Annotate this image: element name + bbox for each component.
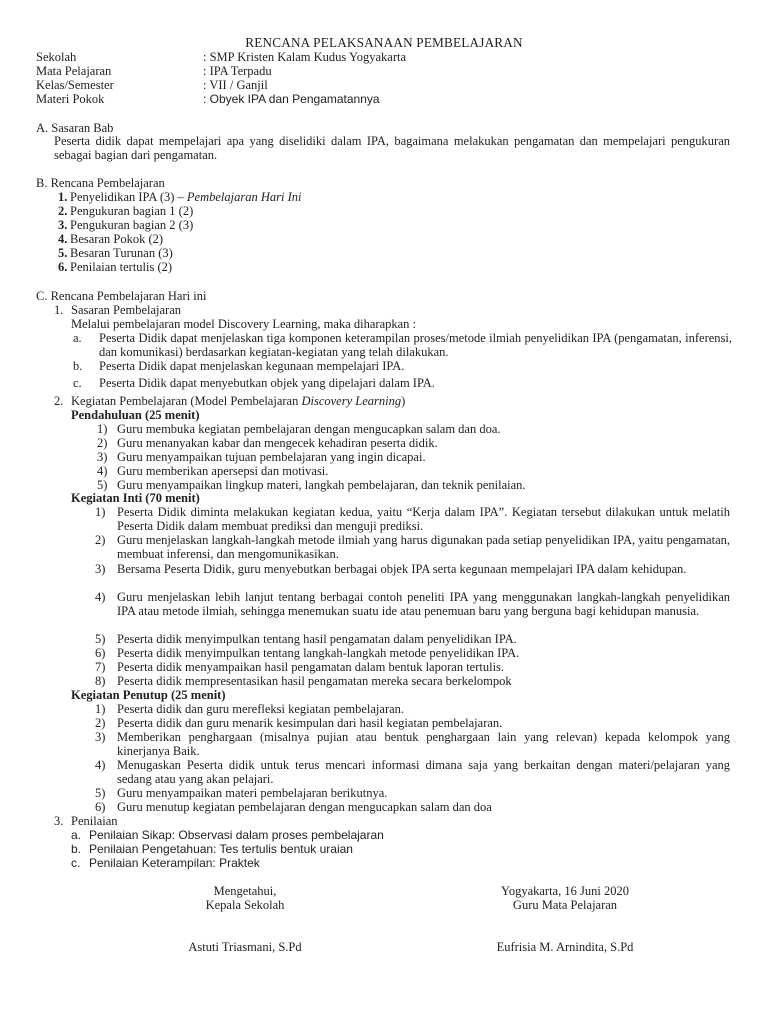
inti-num-1: 1) [95,505,106,519]
list-item: 4. Besaran Pokok (2) [58,232,164,246]
list-item: a. Penilaian Sikap: Observasi dalam proses pembelajaran [71,828,384,842]
part1-title: Sasaran Pembelajaran [71,303,182,317]
info-label-topic: Materi Pokok [36,92,105,106]
list-item: 6) Guru menutup kegiatan pembelajaran dengan mengucapkan salam dan doa [95,800,492,814]
pendahuluan-heading: Pendahuluan (25 menit) [71,408,200,422]
part1-item-c: Peserta Didik dapat menyebutkan objek yang dipelajari dalam IPA. [99,376,435,390]
part1-letter-b: b. [73,359,83,373]
info-value-topic: : Obyek IPA dan Pengamatannya [203,92,380,106]
list-item: 1) Guru membuka kegiatan pembelajaran dengan mengucapkan salam dan doa. [97,422,501,436]
info-label-subject: Mata Pelajaran [36,64,112,78]
info-value-school: : SMP Kristen Kalam Kudus Yogyakarta [203,50,407,64]
list-item: 5) Guru menyampaikan materi pembelajaran berikutnya. [95,786,388,800]
list-item: 6) Peserta didik menyimpulkan tentang langkah-langkah metode penyelidikan IPA. [95,646,520,660]
list-item: 3. Pengukuran bagian 2 (3) [58,218,194,232]
penutup-heading: Kegiatan Penutup (25 menit) [71,688,226,702]
penutup-num-4: 4) [95,758,106,772]
part2-title: Kegiatan Pembelajaran (Model Pembelajaran Discovery Learning) [71,394,406,408]
signature-right-line1: Yogyakarta, 16 Juni 2020 [501,884,629,898]
inti-item-3: Bersama Peserta Didik, guru menyebutkan berbagai objek IPA serta kegunaan mempelajari IPA dalam kehidupan. [117,562,687,576]
list-item: 2. Pengukuran bagian 1 (2) [58,204,194,218]
list-item: c. Penilaian Keterampilan: Praktek [71,856,260,870]
section-a-text: Peserta didik dapat mempelajari apa yang diselidiki dalam IPA, bagaimana melakukan pengamatan dan mempelajari pengukuran sebagai bagian dari pengamatan. [54,134,730,163]
penutup-num-3: 3) [95,730,106,744]
list-item: 5) Peserta didik menyimpulkan tentang hasil pengamatan dalam penyelidikan IPA. [95,632,517,646]
list-item: 2) Peserta didik dan guru menarik kesimpulan dari hasil kegiatan pembelajaran. [95,716,503,730]
part1-intro: Melalui pembelajaran model Discovery Learning, maka diharapkan : [71,317,417,331]
penutup-item-4: Menugaskan Peserta didik untuk terus mencari informasi dimana saja yang berkaitan dengan materi/pelajaran yang sedang atau yang akan pelajari. [117,758,730,787]
section-c-heading: C. Rencana Pembelajaran Hari ini [36,289,207,303]
list-item: 4) Guru memberikan apersepsi dan motivasi. [97,464,329,478]
inti-item-1: Peserta Didik diminta melakukan kegiatan kedua, yaitu “Kerja dalam IPA”. Kegiatan tersebut dilakukan untuk melatih Peserta Didik dalam membuat prediksi dan menguji prediksi. [117,505,730,534]
penutup-item-3: Memberikan penghargaan (misalnya pujian atau bentuk penghargaan lain yang relevan) kepada kelompok yang kinerjanya Baik. [117,730,730,759]
part1-number: 1. [54,303,64,317]
signature-left-line2: Kepala Sekolah [205,898,285,912]
signature-right-name: Eufrisia M. Arnindita, S.Pd [496,940,634,954]
info-label-class: Kelas/Semester [36,78,114,92]
signature-right-line2: Guru Mata Pelajaran [512,898,618,912]
list-item: 5. Besaran Turunan (3) [58,246,173,260]
info-value-class: : VII / Ganjil [203,78,268,92]
inti-heading: Kegiatan Inti (70 menit) [71,491,200,505]
list-item: 6. Penilaian tertulis (2) [58,260,173,274]
part1-letter-c: c. [73,376,82,390]
info-label-school: Sekolah [36,50,77,64]
inti-num-2: 2) [95,533,106,547]
list-item: 1) Peserta didik dan guru merefleksi kegiatan pembelajaran. [95,702,405,716]
list-item: b. Penilaian Pengetahuan: Tes tertulis bentuk uraian [71,842,353,856]
signature-left-name: Astuti Triasmani, S.Pd [188,940,302,954]
part1-letter-a: a. [73,331,82,345]
list-item: 2) Guru menanyakan kabar dan mengecek kehadiran peserta didik. [97,436,438,450]
list-item: 7) Peserta didik menyampaikan hasil pengamatan dalam bentuk laporan tertulis. [95,660,505,674]
signature-left-line1: Mengetahui, [213,884,277,898]
section-a-heading: A. Sasaran Bab [36,121,114,135]
document-title: RENCANA PELAKSANAAN PEMBELAJARAN [245,35,523,50]
part2-number: 2. [54,394,64,408]
part3-number: 3. [54,814,64,828]
inti-item-4: Guru menjelaskan lebih lanjut tentang berbagai contoh peneliti IPA yang menggunakan langkah-langkah penyelidikan IPA atau metode ilmiah, sehingga menemukan suatu ide atau penemuan baru yang berguna bagi kehidupan manusia. [117,590,730,619]
list-item: 8) Peserta didik mempresentasikan hasil pengamatan mereka secara berkelompok [95,674,512,688]
part1-item-a: Peserta Didik dapat menjelaskan tiga komponen keterampilan proses/metode ilmiah penyelidikan IPA (pengamatan, inferensi, dan komunikasi) berdasarkan kegiatan-kegiatan yang telah dilakukan. [99,331,732,360]
list-item: 5) Guru menyampaikan lingkup materi, langkah pembelajaran, dan teknik penilaian. [97,478,526,492]
inti-num-3: 3) [95,562,106,576]
list-item: 3) Guru menyampaikan tujuan pembelajaran yang ingin dicapai. [97,450,426,464]
part3-title: Penilaian [71,814,118,828]
inti-item-2: Guru menjelaskan langkah-langkah metode ilmiah yang harus digunakan pada setiap penyelidikan IPA, yaitu pengamatan, membuat inferensi, dan mengomunikasikan. [117,533,730,562]
part1-item-b: Peserta Didik dapat menjelaskan kegunaan mempelajari IPA. [99,359,405,373]
section-b-heading: B. Rencana Pembelajaran [36,176,165,190]
list-item: 1. Penyelidikan IPA (3) – Pembelajaran Hari Ini [58,190,302,204]
inti-num-4: 4) [95,590,106,604]
info-value-subject: : IPA Terpadu [203,64,272,78]
